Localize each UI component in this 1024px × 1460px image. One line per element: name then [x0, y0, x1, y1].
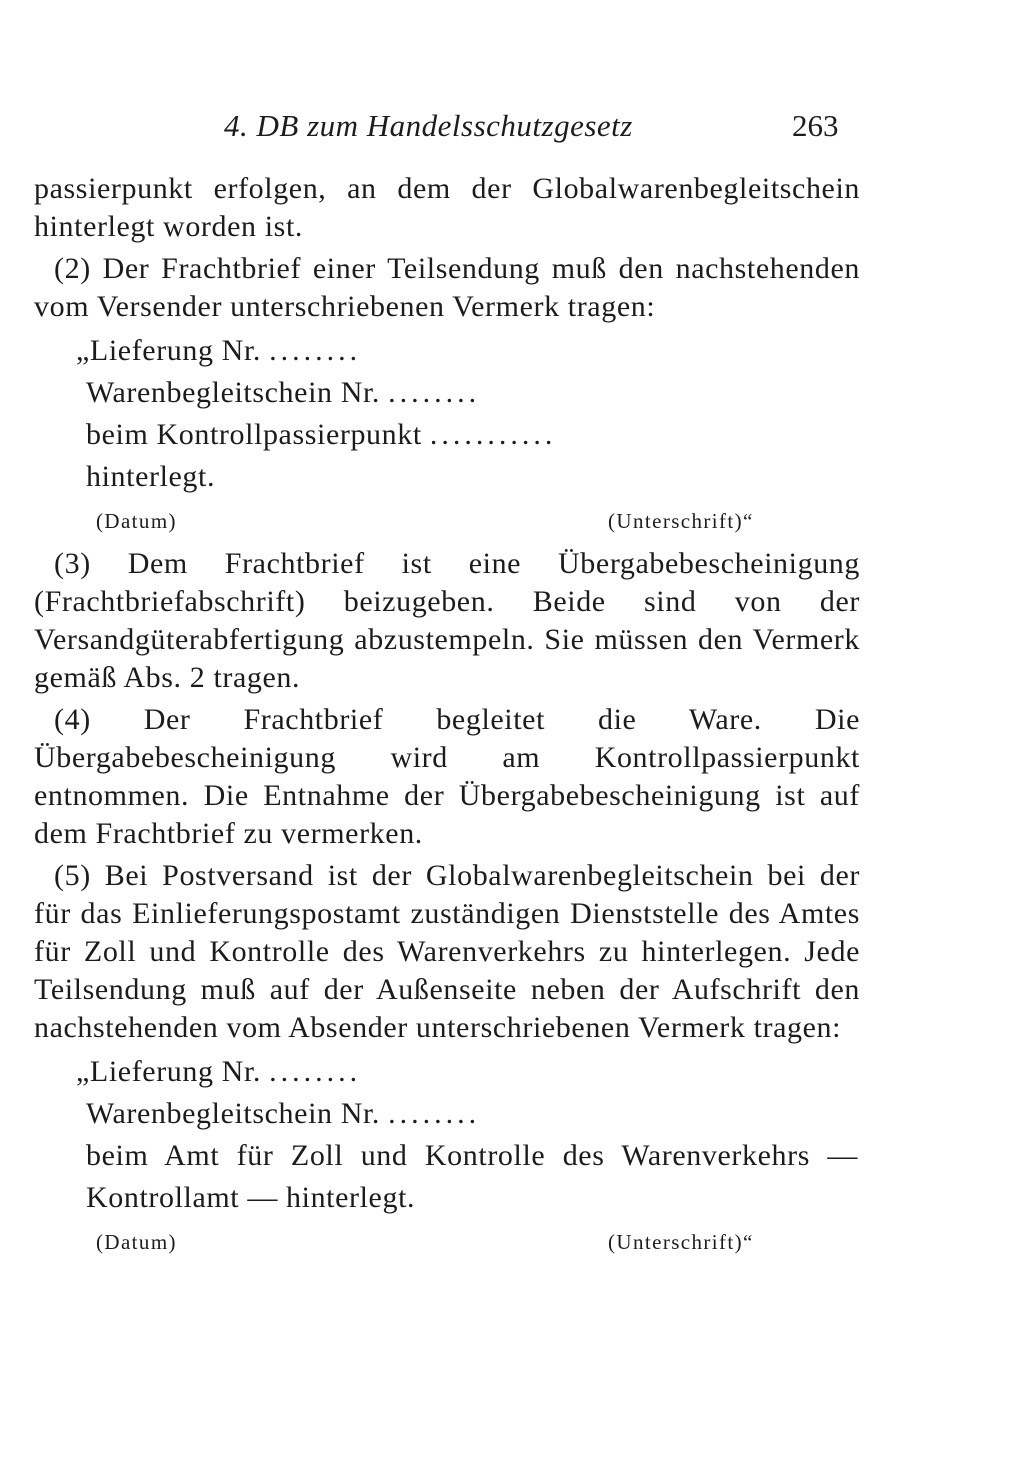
paragraph-3: (3) Dem Frachtbrief ist eine Übergabebescheinigung (Frachtbriefabschrift) beizugeben. Beide sind von der Versandgüterabfertigung abzustempeln. Sie müssen den Vermerk gemäß Abs. 2 tragen. — [34, 547, 860, 694]
form-line-kontrollpassierpunkt — [86, 414, 860, 456]
fill-in-dots: ........... — [429, 418, 557, 451]
signature-line-5 — [34, 1223, 860, 1257]
fill-in-dots: ........ — [269, 1055, 362, 1088]
running-head: 4. DB zum Handelsschutzgesetz — [224, 108, 633, 143]
paragraph-2: (2) Der Frachtbrief einer Teilsendung muß den nachstehenden vom Versender unterschriebenen Vermerk tragen: — [34, 252, 860, 323]
form-label: „Lieferung Nr. — [76, 334, 261, 367]
paragraph-4: (4) Der Frachtbrief begleitet die Ware. Die Übergabebescheinigung wird am Kontrollpassierpunkt entnommen. Die Entnahme der Übergabebescheinigung ist auf dem Frachtbrief zu vermerken. — [34, 703, 860, 850]
form-line-lieferung — [76, 330, 860, 372]
page-number: 263 — [792, 108, 839, 143]
continuation-paragraph: passierpunkt erfolgen, an dem der Globalwarenbegleitschein hinterlegt worden ist. — [34, 172, 860, 243]
fill-in-dots: ........ — [388, 1097, 481, 1130]
signature-label: (Unterschrift)“ — [608, 1230, 754, 1254]
form-label: „Lieferung Nr. — [76, 1055, 261, 1088]
notation-form-2 — [76, 330, 860, 498]
form-line-warenbegleitschein — [86, 1093, 860, 1135]
notation-form-5 — [76, 1051, 860, 1219]
form-line-lieferung — [76, 1051, 860, 1093]
page-body — [34, 170, 860, 1257]
form-label: Warenbegleitschein Nr. — [86, 1097, 381, 1130]
page-header — [0, 108, 1024, 152]
form-label: Warenbegleitschein Nr. — [86, 376, 381, 409]
fill-in-dots: ........ — [269, 334, 362, 367]
date-label: (Datum) — [96, 1230, 177, 1254]
fill-in-dots: ........ — [388, 376, 481, 409]
form-line-warenbegleitschein — [86, 372, 860, 414]
paragraph-5: (5) Bei Postversand ist der Globalwarenbegleitschein bei der für das Einlieferungspostamt zuständigen Dienststelle des Amtes für Zoll und Kontrolle des Warenverkehrs zu hinterlegen. Jede Teilsendung muß auf der Außenseite neben der Aufschrift den nachstehenden vom Absender unterschriebenen Vermerk tragen: — [34, 859, 860, 1044]
form-label: beim Kontrollpassierpunkt — [86, 418, 422, 451]
form-line-hinterlegt: hinterlegt. — [86, 460, 216, 493]
signature-line-2 — [34, 502, 860, 536]
date-label: (Datum) — [96, 509, 177, 533]
form-line-amt: beim Amt für Zoll und Kontrolle des Warenverkehrs — Kontrollamt — hinterlegt. — [86, 1139, 858, 1214]
signature-label: (Unterschrift)“ — [608, 509, 754, 533]
